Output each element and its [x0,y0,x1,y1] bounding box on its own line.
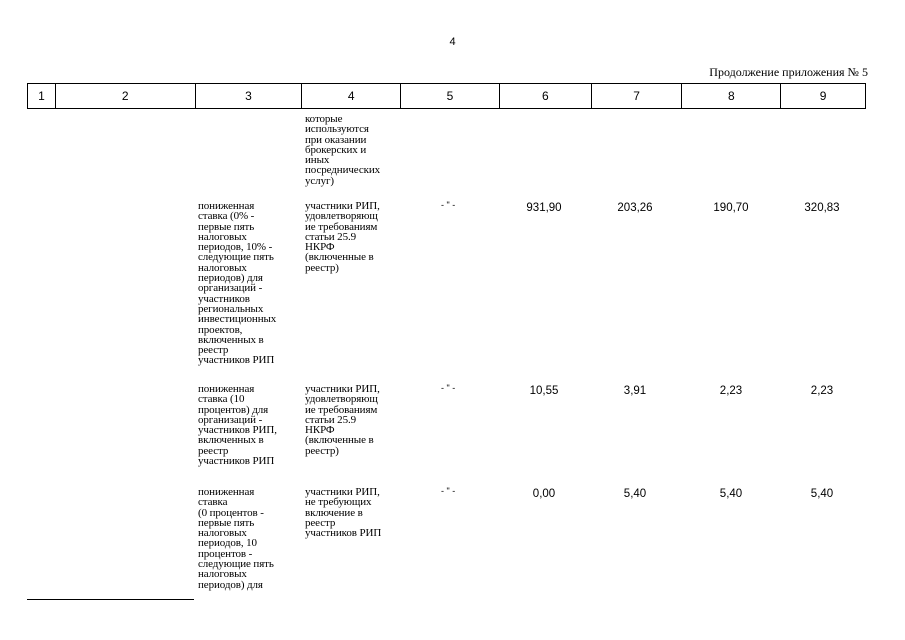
carryover-cell-text: которые используются при оказании брокерских и иных посреднических услуг) [305,113,381,187]
row-3-value-col8: 5,40 [719,488,743,500]
row-2-ditto-mark: - " - [441,383,456,393]
header-col-9: 9 [780,84,865,108]
row-1-value-col7: 203,26 [617,202,653,214]
row-2-value-col9: 2,23 [810,385,834,397]
header-col-8: 8 [681,84,780,108]
header-col-4: 4 [301,84,400,108]
row-1-value-col6: 931,90 [526,202,562,214]
row-3-ditto-mark: - " - [441,486,456,496]
row-2-value-col7: 3,91 [623,385,647,397]
row-2-benefit-description: пониженная ставка (10 процентов) для организаций - участников РИП, включенных в реестр участников РИП [198,383,277,468]
row-3-recipients: участники РИП, не требующих включение в реестр участников РИП [305,486,382,540]
row-3-value-col9: 5,40 [810,488,834,500]
header-col-3: 3 [195,84,302,108]
row-1-ditto-mark: - " - [441,200,456,210]
row-2-recipients: участники РИП, удовлетворяющ ие требованиям статьи 25.9 НКРФ (включенные в реестр) [305,383,380,457]
row-1-benefit-description: пониженная ставка (0% - первые пять налоговых периодов, 10% - следующие пять налоговых периодов) для организаций - участников региональных инвестиционных проектов, включенных в реестр участников РИП [198,200,277,367]
footnote-separator-line [27,599,194,600]
row-2-value-col6: 10,55 [529,385,559,397]
header-col-6: 6 [499,84,591,108]
header-col-5: 5 [400,84,499,108]
continuation-title: Продолжение приложения № 5 [709,65,868,79]
row-1-recipients: участники РИП, удовлетворяющ ие требованиям статьи 25.9 НКРФ (включенные в реестр) [305,200,380,274]
page-number: 4 [449,36,456,48]
table-header-row [27,83,866,109]
header-col-2: 2 [55,84,195,108]
row-3-value-col6: 0,00 [532,488,556,500]
row-2-value-col8: 2,23 [719,385,743,397]
row-3-value-col7: 5,40 [623,488,647,500]
row-3-benefit-description: пониженная ставка (0 процентов - первые пять налоговых периодов, 10 процентов - следующие пять налоговых периодов) для [198,486,274,591]
row-1-value-col9: 320,83 [804,202,840,214]
header-col-1: 1 [38,89,45,103]
row-1-value-col8: 190,70 [713,202,749,214]
header-col-7: 7 [591,84,682,108]
